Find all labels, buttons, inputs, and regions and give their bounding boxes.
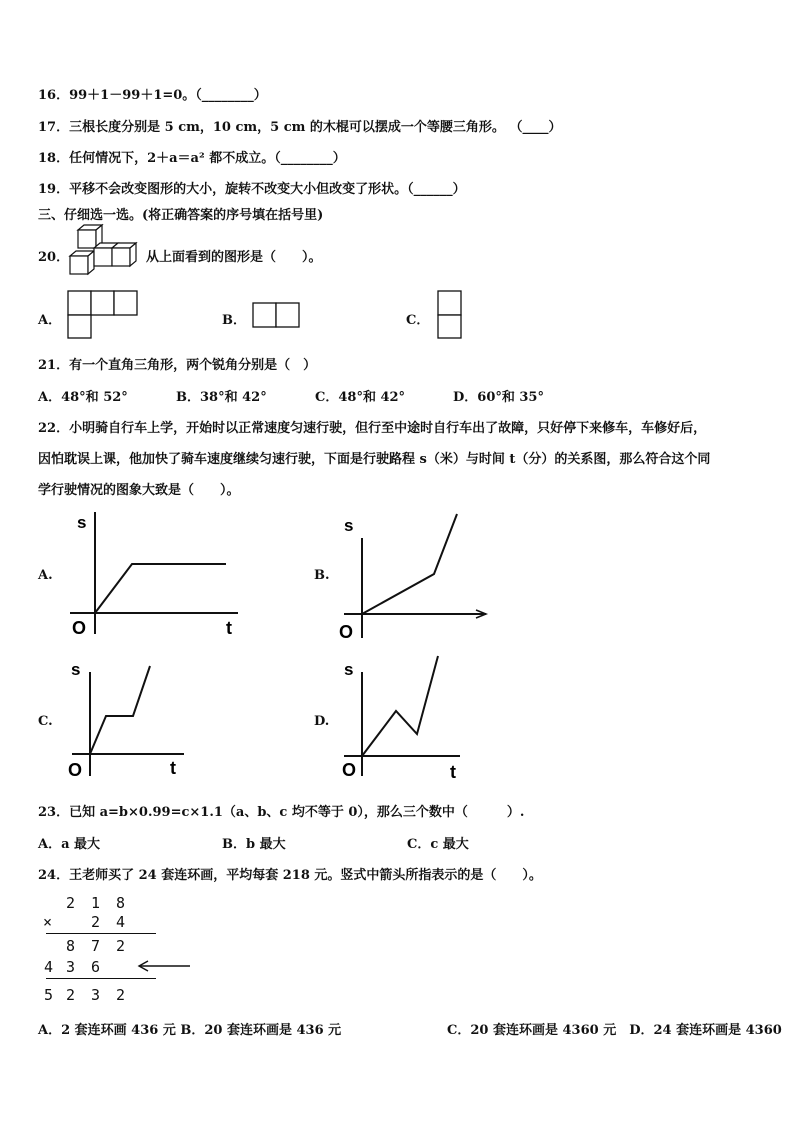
section-3-heading: 三、仔细选一选。(将正确答案的序号填在括号里): [38, 208, 324, 223]
calc-digit: 2: [91, 913, 101, 931]
axis-t-label: t: [170, 758, 176, 778]
q20-option-b-label: B．: [222, 313, 246, 328]
q20-option-c-figure: [437, 290, 463, 340]
question-21: 21．有一个直角三角形，两个锐角分别是（ ）: [38, 358, 317, 373]
q21-option-d: D．60°和 35°: [453, 390, 544, 405]
calc-line: [46, 933, 156, 934]
q22-option-c-label: C.: [38, 714, 53, 729]
axis-t-label: t: [450, 762, 456, 782]
axis-t-label: t: [226, 618, 232, 638]
origin-label: O: [339, 622, 354, 642]
q23-option-c: C．c 最大: [407, 837, 469, 852]
calc-digit: 1: [91, 894, 101, 912]
q24-options-cd: C．20 套连环画是 4360 元 D．24 套连环画是 4360: [447, 1023, 782, 1038]
q20-option-c-label: C．: [406, 313, 430, 328]
origin-label: O: [68, 760, 83, 780]
calc-line: [46, 978, 156, 979]
calc-digit: 3: [66, 958, 76, 976]
cube-stack-figure: [68, 224, 148, 278]
q20-option-a-label: A．: [38, 313, 62, 328]
question-22-line-1: 22．小明骑自行车上学，开始时以正常速度匀速行驶，但行至中途时自行车出了故障，只好停下来修车，车修好后，: [38, 421, 707, 436]
q22-graph-c: [66, 654, 190, 782]
calc-digit: 8: [66, 937, 76, 955]
axis-s-label: s: [344, 660, 354, 679]
question-20-number: 20．: [38, 250, 70, 265]
calc-digit: 7: [91, 937, 101, 955]
question-17: 17．三根长度分别是 5 cm，10 cm，5 cm 的木棍可以摆成一个等腰三角形。 （____）: [38, 120, 562, 135]
calc-digit: 8: [116, 894, 126, 912]
question-18: 18．任何情况下，2＋a＝a² 都不成立。（________）: [38, 151, 346, 166]
arrow-left-icon: [136, 960, 192, 972]
q22-option-a-label: A.: [38, 568, 53, 583]
calc-digit: 6: [91, 958, 101, 976]
multiply-sign: ×: [43, 913, 53, 931]
question-22-line-3: 学行驶情况的图象大致是（ ）。: [38, 483, 240, 498]
calc-digit: 4: [116, 913, 126, 931]
question-16: 16．99＋1－99＋1=0。（________）: [38, 88, 267, 103]
q20-option-a-figure: [67, 290, 139, 340]
origin-label: O: [72, 618, 87, 638]
axis-s-label: s: [344, 516, 354, 535]
q23-option-a: A．a 最大: [38, 837, 101, 852]
axis-s-label: s: [71, 660, 81, 679]
calc-digit: 5: [44, 986, 54, 1004]
q21-option-c: C．48°和 42°: [315, 390, 406, 405]
q22-option-d-label: D.: [314, 714, 330, 729]
q20-option-b-figure: [252, 302, 300, 328]
question-20-text: 从上面看到的图形是（ ）。: [146, 250, 322, 265]
vertical-multiplication: [40, 894, 200, 1006]
question-24: 24．王老师买了 24 套连环画，平均每套 218 元。竖式中箭头所指表示的是（ ）。: [38, 868, 542, 883]
q21-option-a: A．48°和 52°: [38, 390, 128, 405]
axis-s-label: s: [77, 513, 87, 532]
calc-digit: 2: [66, 986, 76, 1004]
q24-options-ab: A．2 套连环画 436 元 B．20 套连环画是 436 元: [38, 1023, 342, 1038]
question-19: 19．平移不会改变图形的大小，旋转不改变大小但改变了形状。（______）: [38, 182, 466, 197]
q22-graph-a: [66, 508, 246, 640]
calc-digit: 2: [116, 937, 126, 955]
q22-graph-b: [336, 510, 492, 642]
q22-graph-d: [338, 654, 466, 782]
question-23: 23．已知 a=b×0.99=c×1.1（a、b、c 均不等于 0），那么三个数中（ ）.: [38, 805, 525, 820]
question-22-line-2: 因怕耽误上课，他加快了骑车速度继续匀速行驶，下面是行驶路程 s（米）与时间 t（分）的关系图，那么符合这个同: [38, 452, 711, 467]
calc-digit: 4: [44, 958, 54, 976]
q23-option-b: B．b 最大: [222, 837, 286, 852]
origin-label: O: [342, 760, 357, 780]
calc-digit: 3: [91, 986, 101, 1004]
q21-option-b: B．38°和 42°: [176, 390, 267, 405]
q22-option-b-label: B.: [314, 568, 330, 583]
calc-digit: 2: [116, 986, 126, 1004]
calc-digit: 2: [66, 894, 76, 912]
